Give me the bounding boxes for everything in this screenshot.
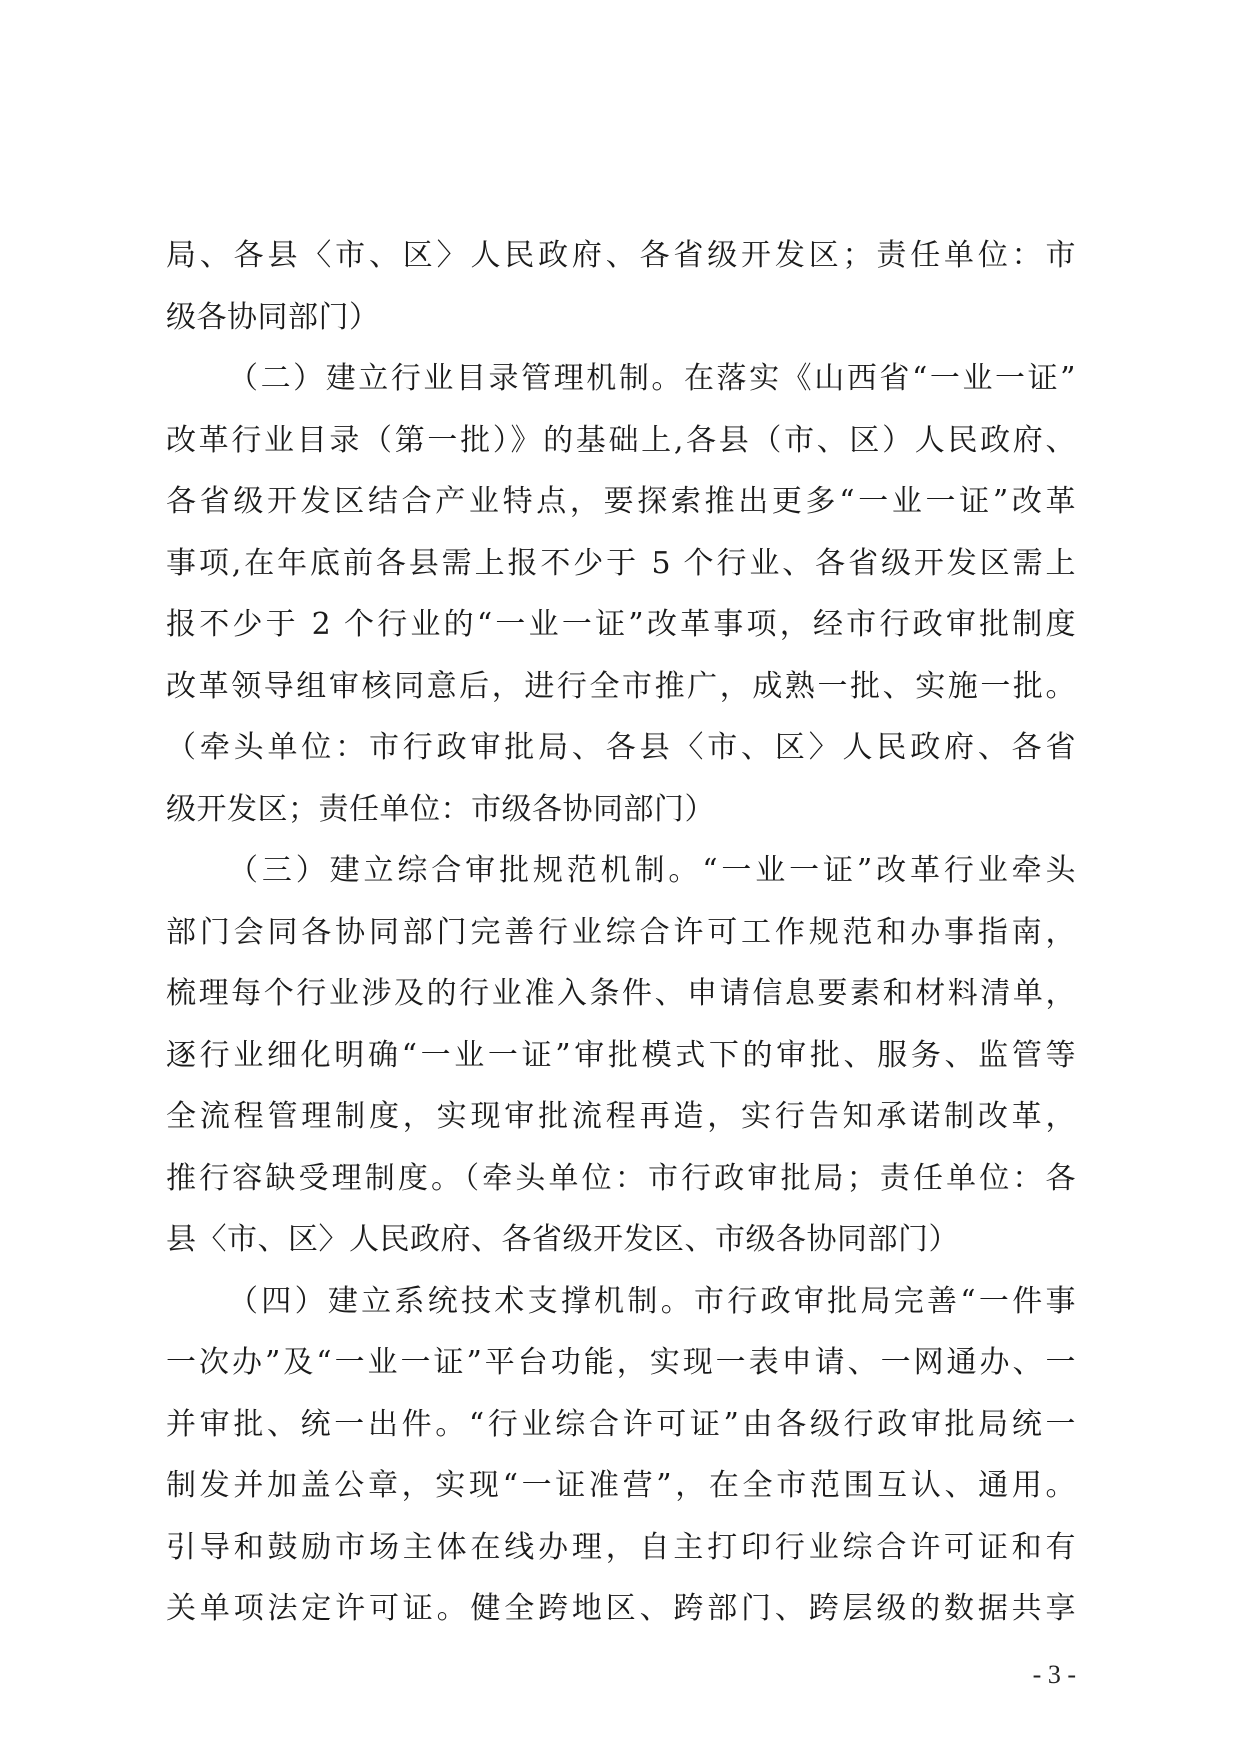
text-line: 全流程管理制度，实现审批流程再造，实行告知承诺制改革， xyxy=(166,1099,1076,1134)
text-line: （四）建立系统技术支撑机制。市行政审批局完善“一件事 xyxy=(228,1283,1076,1319)
text-line: 改革行业目录（第一批）》的基础上,各县（市、区）人民政府、 xyxy=(166,422,1076,458)
text-line: 级各协同部门） xyxy=(166,299,380,335)
text-line: 各省级开发区结合产业特点，要探索推出更多“一业一证”改革 xyxy=(166,484,1076,519)
text-line: 级开发区；责任单位：市级各协同部门） xyxy=(166,791,715,827)
text-line: 逐行业细化明确“一业一证”审批模式下的审批、服务、监管等 xyxy=(166,1037,1076,1073)
text-line: 推行容缺受理制度。（牵头单位：市行政审批局；责任单位：各 xyxy=(166,1160,1076,1196)
text-line: （牵头单位：市行政审批局、各县〈市、区〉人民政府、各省 xyxy=(166,730,1076,765)
text-line: 事项,在年底前各县需上报不少于 5 个行业、各省级开发区需上 xyxy=(166,545,1076,581)
body-text xyxy=(166,225,1076,1640)
text-line: 改革领导组审核同意后，进行全市推广，成熟一批、实施一批。 xyxy=(166,668,1076,704)
text-line: 并审批、统一出件。“行业综合许可证”由各级行政审批局统一 xyxy=(166,1406,1076,1442)
text-line: （二）建立行业目录管理机制。在落实《山西省“一业一证” xyxy=(228,361,1076,396)
text-line: 部门会同各协同部门完善行业综合许可工作规范和办事指南， xyxy=(166,914,1076,950)
text-line: 制发并加盖公章，实现“一证准营”，在全市范围互认、通用。 xyxy=(166,1468,1076,1503)
text-line: 报不少于 2 个行业的“一业一证”改革事项，经市行政审批制度 xyxy=(166,607,1076,642)
text-line: 梳理每个行业涉及的行业准入条件、申请信息要素和材料清单， xyxy=(166,976,1076,1011)
text-line: 县〈市、区〉人民政府、各省级开发区、市级各协同部门） xyxy=(166,1222,959,1257)
text-line: 一次办”及“一业一证”平台功能，实现一表申请、一网通办、一 xyxy=(166,1345,1076,1380)
text-line: 引导和鼓励市场主体在线办理，自主打印行业综合许可证和有 xyxy=(166,1529,1076,1565)
text-line: 关单项法定许可证。健全跨地区、跨部门、跨层级的数据共享 xyxy=(166,1591,1076,1626)
text-line: （三）建立综合审批规范机制。“一业一证”改革行业牵头 xyxy=(228,853,1076,888)
text-line: 局、各县〈市、区〉人民政府、各省级开发区；责任单位：市 xyxy=(166,238,1076,273)
page-number: - 3 - xyxy=(1032,1660,1076,1689)
